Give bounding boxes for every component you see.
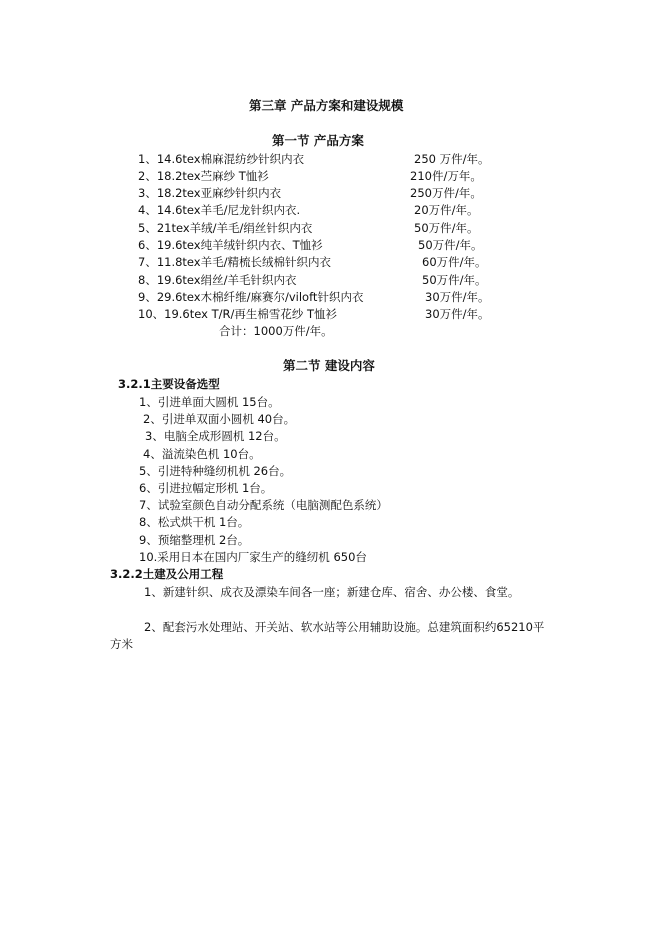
equipment-item: 9、预缩整理机 2台。 (139, 533, 250, 547)
section1-title: 第一节 产品方案 (272, 133, 364, 148)
product-item-qty: 20万件/年。 (414, 203, 479, 217)
product-item-qty: 30万件/年。 (425, 290, 490, 304)
product-item-name: 10、19.6tex T/R/再生棉雪花纱 T恤衫 (138, 307, 338, 321)
equipment-item: 6、引进拉幅定形机 1台。 (139, 481, 273, 495)
product-item-qty: 250万件/年。 (410, 186, 482, 200)
chapter-title: 第三章 产品方案和建设规模 (249, 98, 404, 113)
construction-paragraph: 2、配套污水处理站、开关站、软水站等公用辅助设施。总建筑面积约65210平方米 (110, 620, 545, 651)
equipment-item: 2、引进单双面小圆机 40台。 (143, 412, 296, 426)
equipment-item: 8、松式烘干机 1台。 (139, 515, 250, 529)
section2-title: 第二节 建设内容 (283, 358, 375, 373)
equipment-item: 3、电脑全成形圆机 12台。 (145, 429, 286, 443)
product-item-qty: 250 万件/年。 (414, 152, 490, 166)
product-item-qty: 50万件/年。 (422, 273, 487, 287)
subsection-title: 3.2.2土建及公用工程 (110, 567, 224, 581)
equipment-item: 5、引进特种缝纫机机 26台。 (139, 464, 292, 478)
product-item-name: 3、18.2tex亚麻纱针织内衣 (138, 186, 282, 200)
product-item-name: 9、29.6tex木棉纤维/麻赛尔/viloft针织内衣 (138, 290, 364, 304)
product-item-name: 2、18.2tex苎麻纱 T恤衫 (138, 169, 269, 183)
construction-paragraph: 1、新建针织、成衣及漂染车间各一座；新建仓库、宿舍、办公楼、食堂。 (144, 585, 520, 599)
product-item-qty: 30万件/年。 (425, 307, 490, 321)
equipment-item: 4、溢流染色机 10台。 (143, 447, 261, 461)
product-item-name: 5、21tex羊绒/羊毛/绢丝针织内衣 (138, 221, 313, 235)
equipment-item: 7、试验室颜色自动分配系统（电脑测配色系统） (139, 498, 388, 512)
product-item-qty: 50万件/年。 (418, 238, 483, 252)
product-item-name: 7、11.8tex羊毛/精梳长绒棉针织内衣 (138, 255, 331, 269)
equipment-item: 1、引进单面大圆机 15台。 (139, 395, 280, 409)
equipment-item: 10.采用日本在国内厂家生产的缝纫机 650台 (139, 550, 367, 564)
product-total: 合计：1000万件/年。 (219, 324, 333, 338)
subsection-title: 3.2.1主要设备选型 (118, 377, 220, 391)
product-item-name: 8、19.6tex绢丝/羊毛针织内衣 (138, 273, 297, 287)
product-item-name: 6、19.6tex纯羊绒针织内衣、T恤衫 (138, 238, 323, 252)
product-item-name: 1、14.6tex棉麻混纺纱针织内衣 (138, 152, 305, 166)
product-item-name: 4、14.6tex羊毛/尼龙针织内衣. (138, 203, 301, 217)
product-item-qty: 210件/万年。 (410, 169, 482, 183)
product-item-qty: 50万件/年。 (414, 221, 479, 235)
product-item-qty: 60万件/年。 (422, 255, 487, 269)
